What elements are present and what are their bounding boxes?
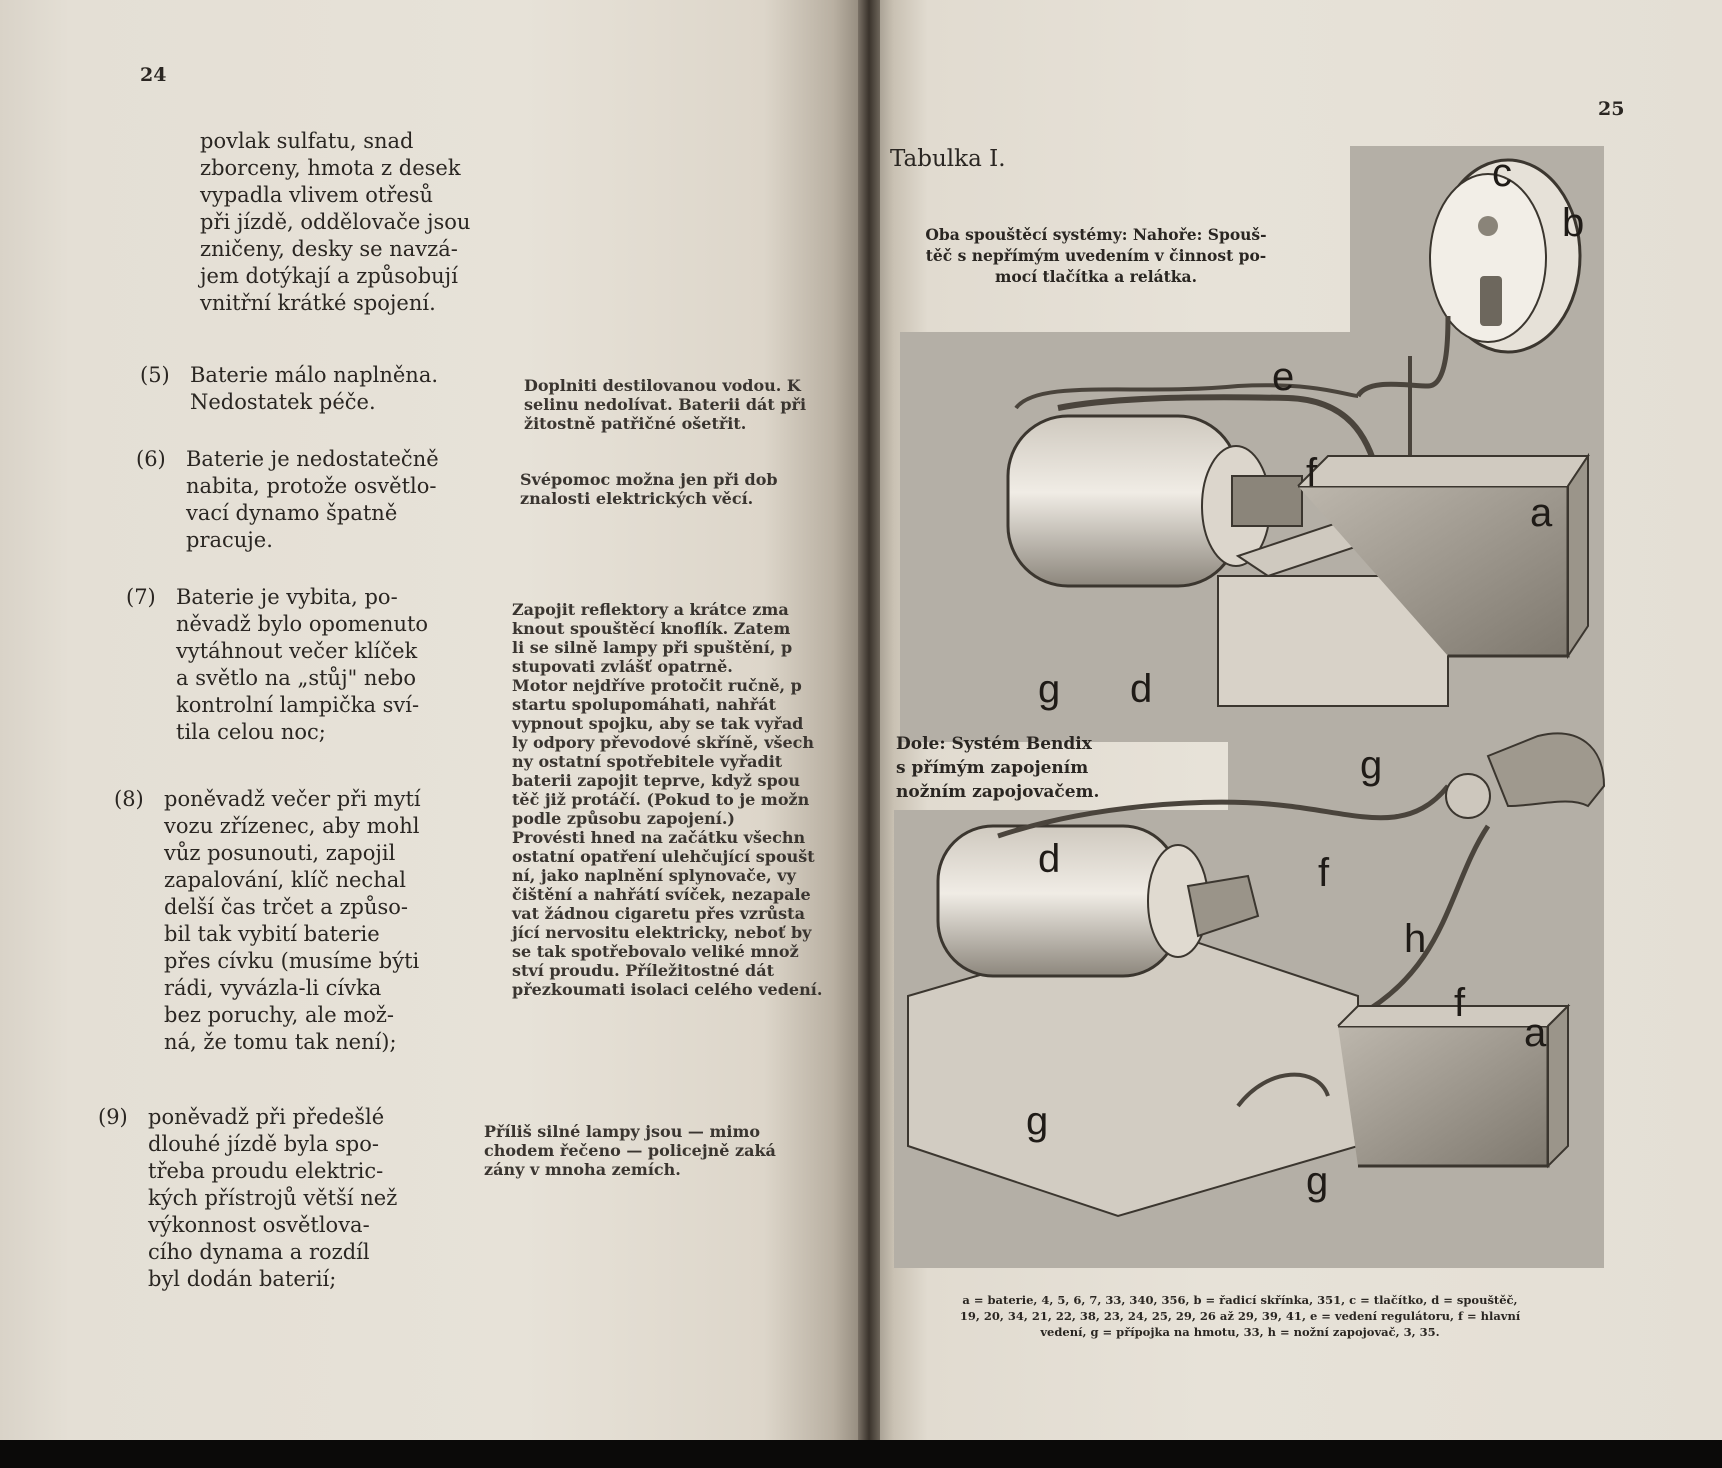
text-line: bez poruchy, ale mož- bbox=[164, 1003, 395, 1027]
text-line: Baterie je vybita, po- bbox=[176, 585, 398, 609]
text-line: zapalování, klíč nechal bbox=[164, 868, 406, 892]
text-line: Svépomoc možna jen při dob bbox=[520, 470, 778, 489]
text-line: ostatní opatření ulehčující spoušt bbox=[512, 847, 815, 866]
label-g: g bbox=[1306, 1159, 1329, 1203]
text-line: Zapojit reflektory a krátce zma bbox=[512, 600, 789, 619]
text-line: zničeny, desky se navzá- bbox=[200, 237, 458, 261]
text-line: dlouhé jízdě byla spo- bbox=[148, 1132, 379, 1156]
remedy-7 bbox=[512, 600, 858, 999]
caption-line: Dole: Systém Bendix bbox=[896, 734, 1092, 754]
caption-line: mocí tlačítka a relátka. bbox=[995, 267, 1197, 286]
remedy-5 bbox=[524, 376, 858, 433]
text-line: rádi, vyvázla-li cívka bbox=[164, 976, 382, 1000]
text-line: Baterie málo naplněna. bbox=[190, 363, 439, 387]
text-line: vat žádnou cigaretu přes vzrůsta bbox=[512, 904, 805, 923]
text-line: stupovati zvlášť opatrně. bbox=[512, 657, 733, 676]
text-line: chodem řečeno — policejně zaká bbox=[484, 1141, 776, 1160]
text-line: Příliš silné lampy jsou — mimo bbox=[484, 1122, 761, 1141]
label-g: g bbox=[1360, 743, 1383, 787]
text-line: jem dotýkají a způsobují bbox=[200, 264, 458, 288]
text-line: těč již protáčí. (Pokud to je možn bbox=[512, 790, 810, 809]
remedy-6 bbox=[520, 470, 858, 508]
text-line: byl dodán baterií; bbox=[148, 1267, 337, 1291]
label-g: g bbox=[1038, 667, 1061, 711]
text-line: selinu nedolívat. Baterii dát při bbox=[524, 395, 807, 414]
text-line: cího dynama a rozdíl bbox=[148, 1240, 370, 1264]
text-line: vypnout spojku, aby se tak vyřad bbox=[512, 714, 804, 733]
text-line: kontrolní lampička sví- bbox=[176, 693, 420, 717]
text-line: znalosti elektrických věcí. bbox=[520, 489, 754, 508]
text-line: zborceny, hmota z desek bbox=[200, 156, 461, 180]
text-line: ství proudu. Příležitostné dát bbox=[512, 961, 774, 980]
item-number: (9) bbox=[98, 1105, 128, 1129]
legend-line: a = baterie, 4, 5, 6, 7, 33, 340, 356, b = řadicí skřínka, 351, c = tlačítko, d = spouštěč, bbox=[962, 1293, 1518, 1307]
text-line: baterii zapojit teprve, když spou bbox=[512, 771, 800, 790]
text-line: Nedostatek péče. bbox=[190, 390, 376, 414]
text-line: Motor nejdříve protočit ručně, p bbox=[512, 676, 802, 695]
label-b: b bbox=[1562, 201, 1585, 245]
text-line: knout spouštěcí knoflík. Zatem bbox=[512, 619, 791, 638]
text-line: povlak sulfatu, snad bbox=[200, 129, 414, 153]
legend-line: 19, 20, 34, 21, 22, 38, 23, 24, 25, 29, 26 až 29, 39, 41, e = vedení regulátoru, f = hlavní bbox=[959, 1309, 1521, 1323]
text-line: žitostně patřičné ošetřit. bbox=[524, 414, 747, 433]
caption-bottom bbox=[896, 732, 1142, 804]
left-page-number: 24 bbox=[140, 64, 167, 86]
label-h: h bbox=[1404, 917, 1427, 961]
item-6 bbox=[136, 446, 486, 554]
text-line: vací dynamo špatně bbox=[186, 501, 398, 525]
item-9 bbox=[98, 1104, 448, 1293]
label-f: f bbox=[1318, 851, 1330, 895]
starter-systems-illustration bbox=[888, 146, 1606, 1276]
right-page-number: 25 bbox=[1598, 98, 1625, 120]
remedy-9 bbox=[484, 1122, 848, 1179]
label-f: f bbox=[1306, 451, 1318, 495]
caption-line: s přímým zapojením bbox=[896, 758, 1089, 778]
text-line: pracuje. bbox=[186, 528, 273, 552]
text-line: a světlo na „stůj" nebo bbox=[176, 666, 416, 690]
text-line: zány v mnoha zemích. bbox=[484, 1160, 681, 1179]
figure-legend bbox=[882, 1292, 1598, 1340]
caption-line: těč s nepřímým uvedením v činnost po- bbox=[925, 246, 1267, 265]
caption-line: nožním zapojovačem. bbox=[896, 782, 1100, 802]
text-line: poněvadž večer při mytí bbox=[164, 787, 421, 811]
text-line: se tak spotřebovalo veliké množ bbox=[512, 942, 799, 961]
text-line: něvadž bylo opomenuto bbox=[176, 612, 429, 636]
text-line: ní, jako naplnění splynovače, vy bbox=[512, 866, 796, 885]
label-c: c bbox=[1492, 151, 1512, 195]
label-d: d bbox=[1038, 837, 1061, 881]
text-line: jící nervositu elektricky, neboť by bbox=[512, 923, 812, 942]
text-line: Baterie je nedostatečně bbox=[186, 447, 439, 471]
book-gutter bbox=[858, 0, 880, 1468]
text-line: li se silně lampy při spuštění, p bbox=[512, 638, 793, 657]
label-f: f bbox=[1454, 981, 1466, 1025]
text-line: ly odpory převodové skříně, všech bbox=[512, 733, 815, 752]
label-a: a bbox=[1530, 491, 1553, 535]
text-line: nabita, protože osvětlo- bbox=[186, 474, 437, 498]
item-number: (7) bbox=[126, 585, 156, 609]
item-7 bbox=[126, 584, 476, 746]
item-8 bbox=[114, 786, 464, 1056]
item-number: (5) bbox=[140, 363, 170, 387]
caption-line: Oba spouštěcí systémy: Nahoře: Spouš- bbox=[925, 225, 1267, 244]
label-e: e bbox=[1272, 355, 1295, 399]
text-line: ny ostatní spotřebitele vyřadit bbox=[512, 752, 783, 771]
text-line: výkonnost osvětlova- bbox=[148, 1213, 370, 1237]
text-line: bil tak vybití baterie bbox=[164, 922, 380, 946]
text-line: Doplniti destilovanou vodou. K bbox=[524, 376, 801, 395]
item-number: (8) bbox=[114, 787, 144, 811]
intro-paragraph bbox=[200, 128, 502, 317]
label-d: d bbox=[1130, 667, 1153, 711]
text-line: ná, že tomu tak není); bbox=[164, 1030, 397, 1054]
text-line: při jízdě, oddělovače jsou bbox=[200, 210, 471, 234]
caption-top bbox=[888, 224, 1304, 287]
text-line: poněvadž při předešlé bbox=[148, 1105, 385, 1129]
text-line: podle způsobu zapojení.) bbox=[512, 809, 735, 828]
text-line: vypadla vlivem otřesů bbox=[200, 183, 434, 207]
text-line: vůz posunouti, zapojil bbox=[164, 841, 396, 865]
bottom-shadow bbox=[0, 1440, 1722, 1468]
text-line: vozu zřízenec, aby mohl bbox=[164, 814, 420, 838]
text-line: kých přístrojů větší než bbox=[148, 1186, 398, 1210]
text-line: tila celou noc; bbox=[176, 720, 326, 744]
item-5 bbox=[140, 362, 490, 416]
text-line: přes cívku (musíme býti bbox=[164, 949, 420, 973]
legend-line: vedení, g = přípojka na hmotu, 33, h = nožní zapojovač, 3, 35. bbox=[1040, 1325, 1440, 1339]
table-title: Tabulka I. bbox=[890, 146, 1006, 172]
text-line: startu spolupomáhati, nahřát bbox=[512, 695, 776, 714]
text-line: vytáhnout večer klíček bbox=[176, 639, 418, 663]
text-line: vnitřní krátké spojení. bbox=[200, 291, 436, 315]
text-line: třeba proudu elektric- bbox=[148, 1159, 384, 1183]
text-line: Provésti hned na začátku všechn bbox=[512, 828, 806, 847]
label-a: a bbox=[1524, 1011, 1547, 1055]
label-g: g bbox=[1026, 1099, 1049, 1143]
item-number: (6) bbox=[136, 447, 166, 471]
text-line: přezkoumati isolaci celého vedení. bbox=[512, 980, 823, 999]
text-line: delší čas trčet a způso- bbox=[164, 895, 409, 919]
text-line: čištění a nahřátí svíček, nezapale bbox=[512, 885, 811, 904]
